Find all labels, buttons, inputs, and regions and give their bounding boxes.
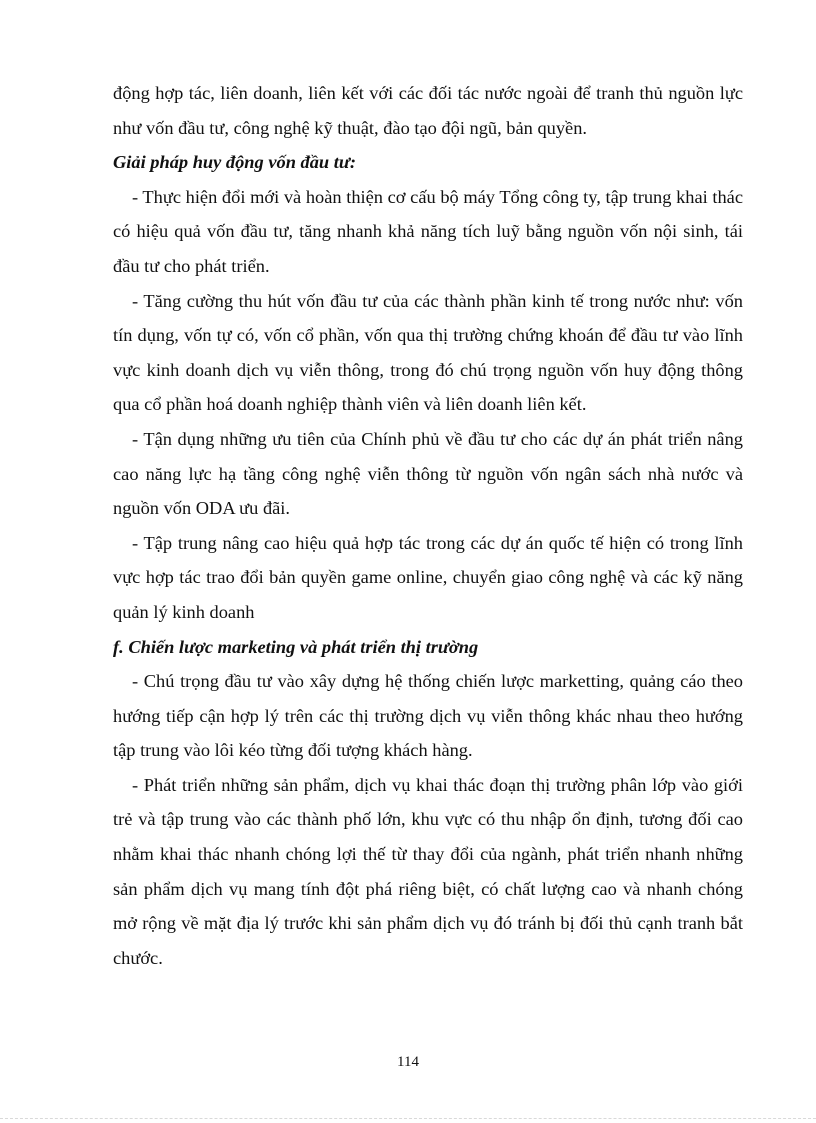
paragraph-bullet-restructure: - Thực hiện đổi mới và hoàn thiện cơ cấu bộ máy Tổng công ty, tập trung khai thác có hiệu quả vốn đầu tư, tăng nhanh khả năng tích luỹ bằng nguồn vốn nội sinh, tái đầu tư cho phát triển. (113, 186, 743, 276)
paragraph-bullet-government-priority: - Tận dụng những ưu tiên của Chính phủ về đầu tư cho các dự án phát triển nâng cao năng lực hạ tầng công nghệ viễn thông từ nguồn vốn ngân sách nhà nước và nguồn vốn ODA ưu đãi. (113, 428, 743, 519)
paragraph-intro-continuation: động hợp tác, liên doanh, liên kết với các đối tác nước ngoài để tranh thủ nguồn lực như vốn đầu tư, công nghệ kỹ thuật, đào tạo đội ngũ, bản quyền. (113, 83, 743, 138)
paragraph-bullet-product-development: - Phát triển những sản phẩm, dịch vụ khai thác đoạn thị trường phân lớp vào giới trẻ và tập trung vào các thành phố lớn, khu vực có thu nhập ổn định, tương đối cao nhằm khai thác nhanh chóng lợi thế từ thay đổi của ngành, phát triển nhanh những sản phẩm dịch vụ mang tính đột phá riêng biệt, có chất lượng cao và nhanh chóng mở rộng về mặt địa lý trước khi sản phẩm dịch vụ đó tránh bị đối thủ cạnh tranh bắt chước. (113, 774, 743, 968)
paragraph-bullet-attract-capital: - Tăng cường thu hút vốn đầu tư của các thành phần kinh tế trong nước như: vốn tín dụng, vốn tự có, vốn cổ phần, vốn qua thị trường chứng khoán để đầu tư vào lĩnh vực kinh doanh dịch vụ viễn thông, trong đó chú trọng nguồn vốn huy động thông qua cổ phần hoá doanh nghiệp thành viên và liên doanh liên kết. (113, 290, 743, 415)
document-body (113, 76, 743, 975)
page-number: 114 (397, 1054, 419, 1070)
paragraph-bullet-international-cooperation: - Tập trung nâng cao hiệu quả hợp tác trong các dự án quốc tế hiện có trong lĩnh vực hợp tác trao đổi bản quyền game online, chuyển giao công nghệ và các kỹ năng quản lý kinh doanh (113, 532, 743, 622)
heading-investment-capital: Giải pháp huy động vốn đầu tư: (113, 152, 356, 173)
page-bottom-divider (0, 1118, 816, 1119)
paragraph-bullet-marketing-investment: - Chú trọng đầu tư vào xây dựng hệ thống chiến lược marketting, quảng cáo theo hướng tiếp cận hợp lý trên các thị trường dịch vụ viễn thông khác nhau theo hướng tập trung vào lôi kéo từng đối tượng khách hàng. (113, 671, 743, 761)
heading-marketing-strategy: f. Chiến lược marketing và phát triển thị trường (113, 636, 479, 657)
